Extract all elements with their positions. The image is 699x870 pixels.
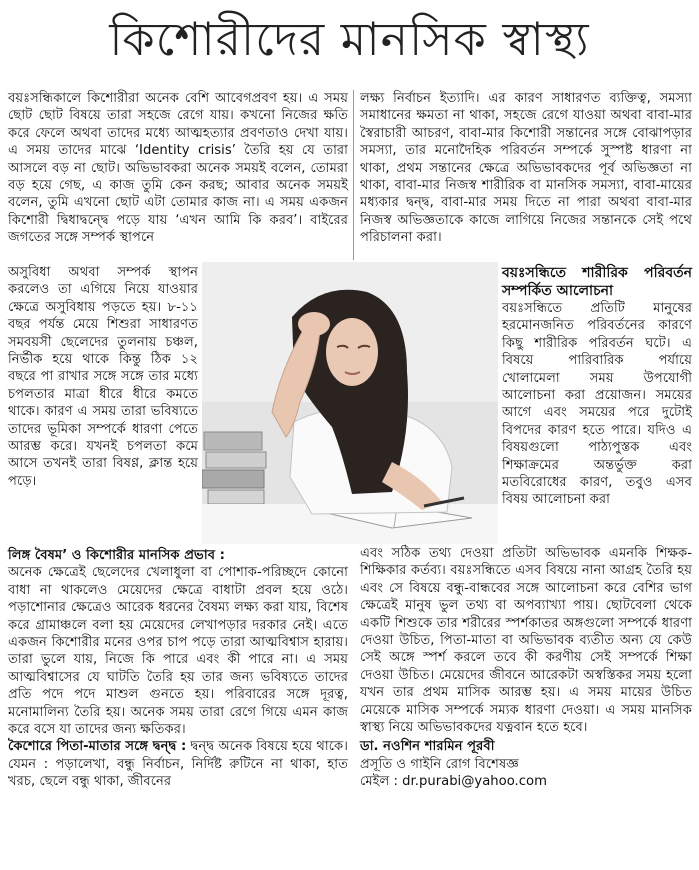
right-column-bottom [360,545,692,791]
paragraph-social-difficulty: অসুবিধা অথবা সম্পর্ক স্থাপন করলেও তা এগিয়ে নিয়ে যাওয়ার ক্ষেত্রে অসুবিধায় পড়তে হয়। ৮-১১ বছর পর্যন্ত মেয়ে শিশুরা সাধারণত সমবয়সী ছেলেদের তুলনায় চঞ্চল, নির্ভীক হয়ে থাকে কিন্তু ঠিক ১২ বছরে পা রাখার সঙ্গে সঙ্গে তার মধ্যে চপলতার মাত্রা ধীরে ধীরে কমতে থাকে। কারণ এ সময় তারা ভবিষ্যতে তাদের ভূমিকা সম্পর্কে ধারণা পেতে আরম্ভ করে। যখনই চপলতা কমে আসে তখনই তারা বিষণ্ণ, ক্লান্ত হয়ে পড়ে। [8,265,198,489]
paragraph-correct-information: এবং সঠিক তথ্য দেওয়া প্রতিটা অভিভাবক এমনকি শিক্ষক-শিক্ষিকার কর্তব্য। বয়ঃসন্ধিতে এসব বিষয়ে নানা আগ্রহ তৈরি হয় এবং সে বিষয়ে বন্ধু-বান্ধবের সঙ্গে আলোচনা করে বেশির ভাগ ক্ষেত্রেই মানুষ ভুল তথ্য বা অপব্যাখ্যা পায়। ছোটবেলা থেকে একটি শিশুকে তার শরীরের স্পর্শকাতর অঙ্গগুলো সম্পর্কে ধারণা দেওয়া উচিত, পিতা-মাতা বা অভিভাবক ব্যতীত অন্য যে কেউ সেই অঙ্গে স্পর্শ করলে তবে কী করণীয় সেই সম্পর্কে শিক্ষা দেওয়া উচিত। মেয়েদের জীবনে আরেকটা অস্বস্তিকর সময় হলো যখন তার প্রথম মাসিক আরম্ভ হয়। এ সময় মায়ের উচিত মেয়েকে মাসিক সম্পর্কে সম্যক ধারণা দেওয়া। এ সময় মানসিক স্বাস্থ্য নিয়ে অভিভাবকদের যত্নবান হতে হবে। [360,546,692,736]
left-column-bottom [8,545,348,791]
paragraph-parent-conflict [8,738,348,790]
book-stack-icon [202,432,266,504]
right-column-middle [502,264,692,509]
author-title: প্রসূতি ও গাইনি রোগ বিশেষজ্ঞ [360,756,519,772]
article-photo [202,262,498,544]
paragraph-conflict-causes: লক্ষ্য নির্বাচন ইত্যাদি। এর কারণ সাধারণত ব্যক্তিত্ব, সমস্যা সমাধানের ক্ষমতা না থাকা, সহজে রেগে যাওয়া অথবা বাবা-মার স্বৈরাচারী আচরণ, বাবা-মার কিশোরী সন্তানের সঙ্গে বোঝাপড়ার সমস্যা, তার মনোদৈহিক পরিবর্তন সম্পর্কে সুস্পষ্ট ধারণা না থাকা, প্রথম সন্তানের ক্ষেত্রে অভিভাবকদের পূর্ব অভিজ্ঞতা না থাকা, বাবা-মার নিজস্ব শারীরিক বা মানসিক সমস্যা, বাবা-মায়ের মধ্যকার দ্বন্দ্ব, বাবা-মার সময় দিতে না পারা অথবা বাবা-মার নিজস্ব অভিজ্ঞতাকে কাজে লাগিয়ে নিজের সন্তানকে সেই পথে পরিচালনা করা। [360,91,692,246]
heading-physical-changes: বয়ঃসন্ধিতে শারীরিক পরিবর্তন সম্পর্কিত আলোচনা [502,265,692,299]
heading-gender-discrimination: লিঙ্গ বৈষম’ ও কিশোরীর মানসিক প্রভাব : [8,548,225,563]
heading-parent-conflict: কৈশোরে পিতা-মাতার সঙ্গে দ্বন্দ্ব : [8,739,187,755]
author-name: ডা. নওশিন শারমিন পূরবী [360,739,495,755]
left-column-top [8,90,348,247]
parent-conflict-text: দ্বন্দ্ব অনেক বিষয়ে হয়ে থাকে। যেমন : পড়ালেখা, বন্ধু নির্বাচন, নির্দিষ্ট রুটিনে না থাকা, হাত খরচ, ছেলে বন্ধু থাকা, জীবনের [8,739,348,790]
column-divider [353,90,354,260]
article-title: কিশোরীদের মানসিক স্বাস্থ্য [109,12,590,66]
paragraph-intro: বয়ঃসন্ধিকালে কিশোরীরা অনেক বেশি আবেগপ্রবণ হয়। এ সময় ছোট ছোট বিষয়ে তারা সহজে রেগে যায়। কখনো নিজের ক্ষতি করে ফেলে অথবা তাদের মধ্যে আত্মহত্যার প্রবণতাও দেখা যায়। এ সময় তাদের মাঝে ‘Identity crisis’ তৈরি হয় যে তারা আসলে বড় না ছোট। অভিভাবকরা অনেক সময়ই বলেন, তোমরা বড় হয়ে গেছ, এ কাজ তুমি কেন করছ; আবার অনেক সময়ই বলেন, তুমি এখনো ছোট এটা তোমার কাজ না। এ সময় একজন কিশোরী দ্বিধাদ্বন্দ্বে পড়ে যায় ‘এখন আমি কি করব’। বাইরের জগতের সঙ্গে সম্পর্ক স্থাপনে [8,91,348,246]
paragraph-gender-discrimination: অনেক ক্ষেত্রেই ছেলেদের খেলাধুলা বা পোশাক-পরিচ্ছদে কোনো বাধা না থাকলেও মেয়েদের ক্ষেত্রে বাধাটা প্রবল হয়ে ওঠে। পড়াশোনার ক্ষেত্রেও আরেক ধরনের বৈষম্য লক্ষ্য করা যায়, বিশেষ করে গ্রামাঞ্চলে বলা হয় মেয়েদের লেখাপড়ার দরকার নেই। এতে একজন কিশোরীর মনের ওপর চাপ পড়ে তারা আত্মবিশ্বাস হারায়। তারা ভুলে যায়, নিজে কি পারে এবং কী পারে না। এ সময় আত্মবিশ্বাসের যে ঘাটতি তৈরি হয় তার জন্য ভবিষ্যতে তাদের প্রতি পদে পদে মাশুল গুনতে হয়। পরিবারের সঙ্গে দূরত্ব, মনোমালিন্য তৈরি হয়। অনেক সময় তারা রেগে গিয়ে এমন কাজ করে বসে যা তাদের জন্য ক্ষতিকর। [8,565,348,738]
author-email: মেইল : dr.purabi@yahoo.com [360,774,547,790]
left-column-middle [8,264,198,490]
right-column-top [360,90,692,247]
paragraph-physical-changes: বয়ঃসন্ধিতে প্রতিটি মানুষের হরমোনজনিত পরিবর্তনের কারণে কিছু শারীরিক পরিবর্তন ঘটে। এ বিষয়ে পারিবারিক পর্যায়ে খোলামেলা সময় উপযোগী আলোচনা করা প্রয়োজন। সময়ের আগে এবং সময়ের পরে দুটোই বিপদের কারণ হতে পারে। যদিও এ বিষয়গুলো পাঠ্যপুস্তক এবং শিক্ষাক্রমের অন্তর্ভুক্ত করা মতবিরোধের কারণ, তবুও এসব বিষয় আলোচনা করা [502,301,692,508]
stressed-girl-illustration [202,262,498,544]
